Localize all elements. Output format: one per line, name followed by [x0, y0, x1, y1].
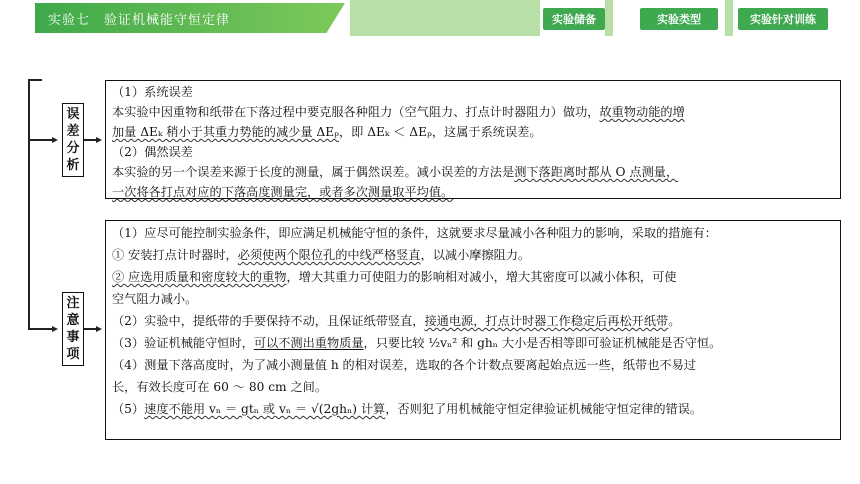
connector-error — [83, 139, 97, 141]
connector-notes — [83, 328, 97, 330]
wavy-text: 速度不能用 vₙ ＝ gtₙ 或 vₙ ＝ √(2ghₙ) 计算 — [144, 402, 386, 416]
tab-experiment-preparation[interactable]: 实验储备 — [543, 8, 605, 30]
note-3 — [112, 332, 834, 354]
wavy-text: ② 应选用质量和密度较大的重物 — [112, 270, 287, 284]
wavy-text: 加量 ΔEₖ 稍小于其重力势能的减少量 ΔEₚ — [112, 125, 339, 139]
wavy-text: 接通电源，打点计时器工作稳定后再松开纸带 — [424, 314, 669, 328]
text-span: 。 — [668, 314, 681, 328]
header-stripe — [605, 0, 613, 36]
note-2 — [112, 310, 834, 332]
text-span: ，否则犯了用机械能守恒定律验证机械能守恒定律的错误。 — [385, 402, 703, 416]
tree-branch-error — [28, 139, 53, 141]
arrow-icon — [52, 137, 58, 143]
wavy-text: 必须使两个限位孔的中线严格竖直 — [237, 248, 421, 262]
label-error-analysis: 误差分析 — [62, 103, 84, 177]
text-span: （2）实验中，提纸带的手要保持不动，且保证纸带竖直， — [112, 314, 425, 328]
text-line — [112, 102, 834, 122]
heading-random-error: （2）偶然误差 — [112, 145, 193, 159]
underlined-text: 可以不测出重物质量 — [253, 336, 364, 350]
text-span: ，以减小摩擦阻力。 — [420, 248, 531, 262]
tree-trunk — [28, 79, 30, 329]
text-span: ，增大其重力可使阻力的影响相对减小，增大其密度可以减小体积，可使 — [286, 270, 677, 284]
header-stripe — [350, 0, 540, 36]
note-4: （4）测量下落高度时，为了减小测量值 h 的相对误差，选取的各个计数点要离起始点远一些，纸带也不易过 — [112, 358, 696, 372]
note-1b — [112, 266, 834, 288]
note-1: （1）应尽可能控制实验条件，即应满足机械能守恒的条件，这就要求尽量减小各种阻力的影响，采取的措施有： — [112, 226, 717, 240]
header-bar — [0, 0, 860, 38]
text-span: ，即 ΔEₖ ＜ ΔEₚ，这属于系统误差。 — [338, 125, 542, 139]
precautions-box — [105, 220, 841, 440]
page-title: 实验七 验证机械能守恒定律 — [48, 13, 231, 28]
text-span: ，只要比较 ½vₙ² 和 ghₙ 大小是否相等即可验证机械能是否守恒。 — [363, 336, 722, 350]
arrow-icon — [96, 137, 102, 143]
note-1b-cont: 空气阻力减小。 — [112, 292, 198, 306]
text-line — [112, 162, 834, 182]
tab-experiment-training[interactable]: 实验针对训练 — [738, 8, 828, 30]
tab-experiment-types[interactable]: 实验类型 — [640, 8, 718, 30]
text-span: ① 安装打点计时器时， — [112, 248, 238, 262]
text-span: 本实验的另一个误差来源于长度的测量，属于偶然误差。减小误差的方法是 — [112, 165, 515, 179]
tree-branch-notes — [28, 328, 53, 330]
text-span: 本实验中因重物和纸带在下落过程中要克服各种阻力（空气阻力、打点计时器阻力）做功， — [112, 105, 600, 119]
text-line — [112, 122, 834, 142]
wavy-text: 故重物动能的增 — [599, 105, 685, 119]
note-4-cont: 长，有效长度可在 60 ～ 80 cm 之间。 — [112, 380, 328, 394]
heading-systematic-error: （1）系统误差 — [112, 85, 193, 99]
text-span: （3）验证机械能守恒时， — [112, 336, 254, 350]
label-precautions: 注意事项 — [62, 292, 84, 366]
arrow-icon — [52, 326, 58, 332]
note-1a — [112, 244, 834, 266]
error-analysis-box — [105, 80, 841, 199]
header-stripe — [725, 0, 733, 36]
wavy-text-line: 一次将各打点对应的下落高度测量完，或者多次测量取平均值。 — [112, 185, 454, 199]
note-5 — [112, 398, 834, 420]
tree-top-stub — [28, 79, 42, 81]
arrow-icon — [96, 326, 102, 332]
wavy-text: 测下落距离时都从 O 点测量， — [514, 165, 679, 179]
text-span: （5） — [112, 402, 145, 416]
